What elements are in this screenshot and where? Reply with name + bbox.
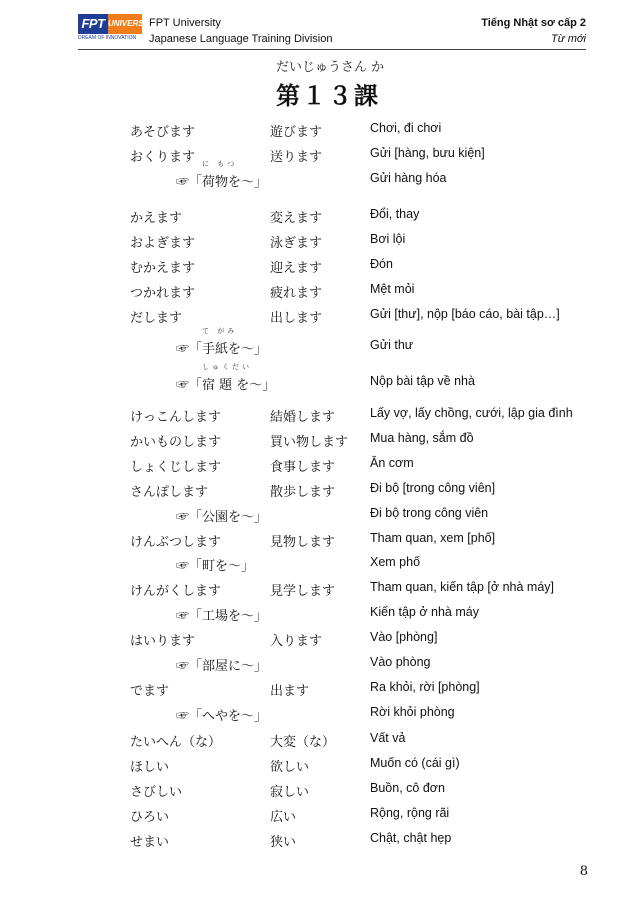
table-row [0, 327, 638, 362]
kanji-word: 泳ぎます [270, 236, 323, 251]
vietnamese-meaning: Vào [phòng] [370, 630, 438, 644]
vietnamese-meaning: Đổi, thay [370, 207, 420, 221]
table-row [0, 506, 638, 530]
vietnamese-meaning: Lấy vợ, lấy chồng, cưới, lập gia đình [370, 406, 573, 420]
kanji-word: 変えます [270, 211, 323, 226]
kanji-word: 出ます [270, 684, 310, 699]
furigana: しゅくだい [202, 363, 252, 371]
example-phrase: ☞「町を～」 [176, 559, 255, 574]
vietnamese-meaning: Đi bộ [trong công viên] [370, 481, 496, 495]
kanji-word: 送ります [270, 150, 323, 165]
kana-word: たいへん（な） [130, 735, 222, 750]
vietnamese-meaning: Gửi [thư], nộp [báo cáo, bài tập…] [370, 307, 560, 321]
header-course: Tiếng Nhật sơ cấp 2 [481, 17, 586, 29]
kana-word: はいります [130, 634, 196, 649]
example-phrase: ☞「宿 題 を～」 [176, 378, 276, 393]
table-row [0, 531, 638, 555]
table-row [0, 160, 638, 195]
kana-word: けっこんします [130, 410, 222, 425]
page-header [0, 0, 638, 50]
kanji-word: 広い [270, 810, 297, 825]
table-row [0, 806, 638, 830]
kana-word: さびしい [130, 785, 183, 800]
header-divider [78, 49, 586, 50]
kanji-word: 食事します [270, 460, 336, 475]
logo-tagline: DREAM OF INNOVATION [78, 35, 137, 41]
kana-word: せまい [130, 835, 170, 850]
kana-word: しょくじします [130, 460, 222, 475]
table-row [0, 456, 638, 480]
table-row [0, 781, 638, 805]
fpt-university-logo [78, 14, 157, 48]
vietnamese-meaning: Đi bộ trong công viên [370, 506, 489, 520]
table-row [0, 431, 638, 455]
kanji-word: 大変（な） [270, 735, 336, 750]
kana-word: さんぽします [130, 485, 209, 500]
header-division: Japanese Language Training Division [149, 33, 333, 45]
kana-word: おくります [130, 150, 196, 165]
table-row [0, 282, 638, 306]
table-row [0, 756, 638, 780]
kanji-word: 散歩します [270, 485, 336, 500]
table-row [0, 232, 638, 256]
vietnamese-meaning: Mệt mỏi [370, 282, 415, 296]
table-row [0, 605, 638, 629]
lesson-title: 第１３課 [276, 82, 380, 110]
logo-fpt-text: FPT [78, 14, 108, 34]
vietnamese-meaning: Vất vả [370, 731, 406, 745]
example-phrase: ☞「公園を～」 [176, 510, 268, 525]
kanji-word: 遊びます [270, 125, 323, 140]
table-row [0, 705, 638, 729]
vietnamese-meaning: Chật, chật hẹp [370, 831, 452, 845]
header-section: Từ mới [550, 33, 586, 45]
kanji-word: 見学します [270, 584, 336, 599]
kanji-word: 迎えます [270, 261, 323, 276]
vietnamese-meaning: Chơi, đi chơi [370, 121, 442, 135]
furigana: て がみ [202, 327, 238, 335]
kanji-word: 結婚します [270, 410, 336, 425]
kana-word: あそびます [130, 125, 196, 140]
kana-word: けんぶつします [130, 535, 222, 550]
logo-university-text: UNIVERSITY [108, 14, 142, 34]
kana-word: かえます [130, 211, 183, 226]
kana-word: ほしい [130, 760, 170, 775]
kanji-word: 入ります [270, 634, 323, 649]
table-row [0, 555, 638, 579]
table-row [0, 630, 638, 654]
table-row [0, 146, 638, 170]
table-row [0, 831, 638, 855]
kanji-word: 寂しい [270, 785, 310, 800]
kana-word: ひろい [130, 810, 170, 825]
lesson-title-reading: だいじゅうさん か [276, 60, 385, 75]
table-row [0, 580, 638, 604]
vietnamese-meaning: Vào phòng [370, 655, 431, 669]
kanji-word: 買い物します [270, 435, 349, 450]
example-phrase: ☞「工場を～」 [176, 609, 268, 624]
vietnamese-meaning: Rộng, rộng rãi [370, 806, 450, 820]
vietnamese-meaning: Bơi lội [370, 232, 406, 246]
kana-word: およぎます [130, 236, 196, 251]
vietnamese-meaning: Nộp bài tập về nhà [370, 374, 475, 388]
example-phrase: ☞「部屋に～」 [176, 659, 268, 674]
vietnamese-meaning: Buồn, cô đơn [370, 781, 445, 795]
vietnamese-meaning: Ăn cơm [370, 456, 414, 470]
furigana: に もつ [202, 160, 238, 168]
table-row [0, 481, 638, 505]
table-row [0, 257, 638, 281]
kana-word: かいものします [130, 435, 222, 450]
kana-word: むかえます [130, 261, 196, 276]
table-row [0, 406, 638, 430]
kanji-word: 出します [270, 311, 323, 326]
vietnamese-meaning: Kiến tập ở nhà máy [370, 605, 479, 619]
vietnamese-meaning: Tham quan, xem [phố] [370, 531, 496, 545]
header-org: FPT University [149, 17, 221, 29]
kana-word: つかれます [130, 286, 196, 301]
kanji-word: 狭い [270, 835, 297, 850]
table-row [0, 307, 638, 331]
table-row [0, 207, 638, 231]
vietnamese-meaning: Mua hàng, sắm đồ [370, 431, 474, 445]
vietnamese-meaning: Tham quan, kiến tập [ở nhà máy] [370, 580, 554, 594]
table-row [0, 121, 638, 145]
vietnamese-meaning: Rời khỏi phòng [370, 705, 455, 719]
vietnamese-meaning: Gửi [hàng, bưu kiện] [370, 146, 485, 160]
kanji-word: 欲しい [270, 760, 310, 775]
table-row [0, 363, 638, 398]
vietnamese-meaning: Xem phố [370, 555, 421, 569]
kanji-word: 見物します [270, 535, 336, 550]
table-row [0, 680, 638, 704]
vietnamese-meaning: Đón [370, 257, 393, 271]
page-number: 8 [579, 864, 588, 879]
kana-word: でます [130, 684, 170, 699]
table-row [0, 655, 638, 679]
example-phrase: ☞「へやを～」 [176, 709, 268, 724]
example-phrase: ☞「荷物を～」 [176, 175, 268, 190]
vietnamese-meaning: Ra khỏi, rời [phòng] [370, 680, 480, 694]
example-phrase: ☞「手紙を～」 [176, 342, 268, 357]
table-row [0, 731, 638, 755]
kana-word: けんがくします [130, 584, 222, 599]
vietnamese-meaning: Muốn có (cái gì) [370, 756, 460, 770]
vietnamese-meaning: Gửi hàng hóa [370, 171, 447, 185]
vietnamese-meaning: Gửi thư [370, 338, 414, 352]
kana-word: だします [130, 311, 183, 326]
kanji-word: 疲れます [270, 286, 323, 301]
